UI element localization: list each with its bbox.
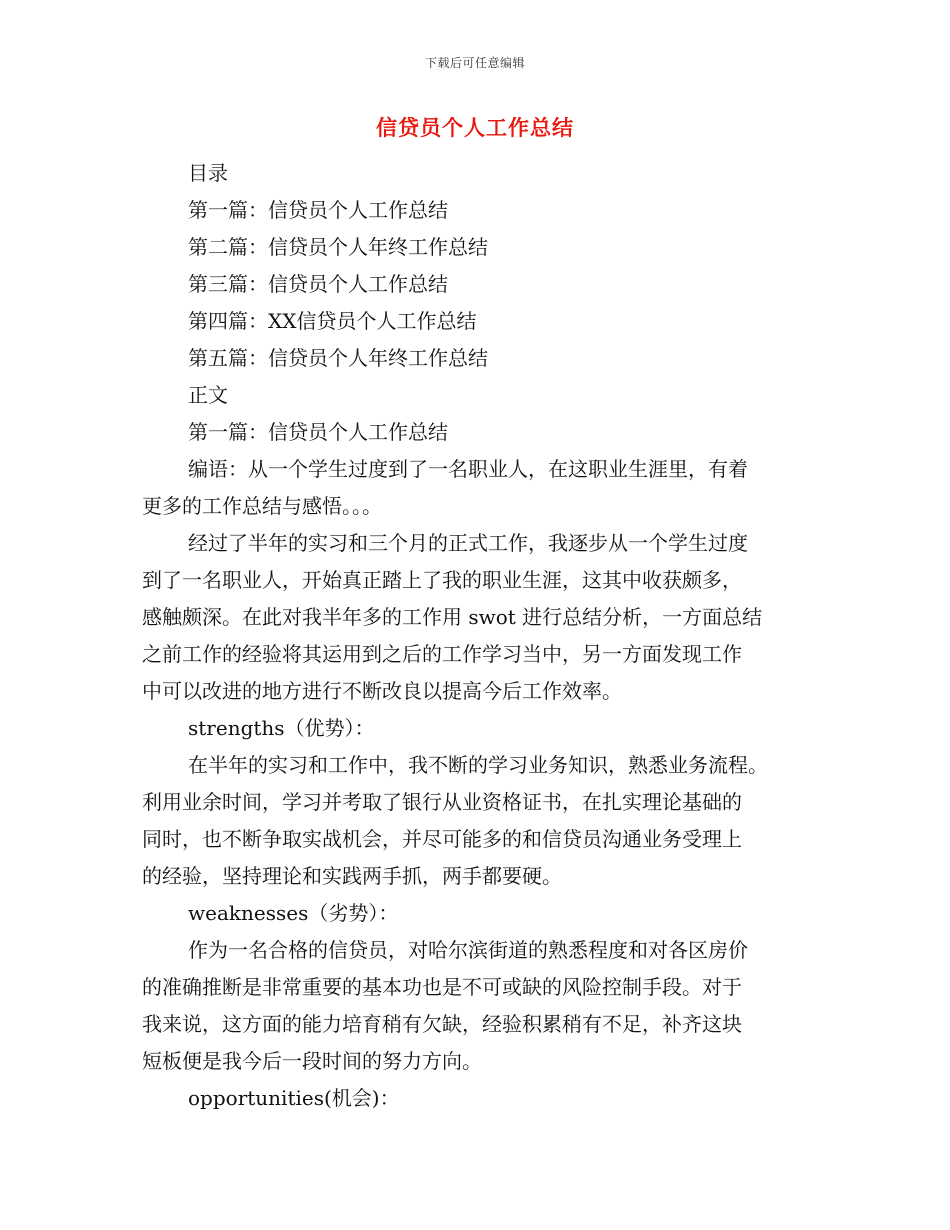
paragraph-line: 作为一名合格的信贷员，对哈尔滨街道的熟悉程度和对各区房价	[188, 938, 748, 962]
section-heading: strengths（优势）：	[188, 716, 375, 740]
paragraph-line: 的准确推断是非常重要的基本功也是不可或缺的风险控制手段。对于	[142, 975, 742, 999]
paragraph-line: 编语：从一个学生过度到了一名职业人，在这职业生涯里，有着	[188, 457, 748, 481]
toc-label: 目录	[188, 161, 228, 185]
section-heading: weaknesses（劣势）：	[188, 901, 399, 925]
paragraph	[142, 747, 802, 895]
toc-item: 第三篇：信贷员个人工作总结	[188, 272, 448, 296]
toc-item: 第五篇：信贷员个人年终工作总结	[188, 346, 488, 370]
paragraph-line: 更多的工作总结与感悟。。。	[142, 494, 382, 518]
paragraph-line: 之前工作的经验将其运用到之后的工作学习当中，另一方面发现工作	[142, 642, 742, 666]
page-header: 下载后可任意编辑	[424, 56, 525, 70]
paragraph-line: 利用业余时间，学习并考取了银行从业资格证书，在扎实理论基础的	[142, 790, 742, 814]
paragraph	[142, 451, 802, 525]
paragraph-line: 中可以改进的地方进行不断改良以提高今后工作效率。	[142, 679, 622, 703]
paragraph	[142, 525, 802, 710]
paragraph	[142, 932, 802, 1080]
body-label: 正文	[188, 383, 228, 407]
toc-item: 第一篇：信贷员个人工作总结	[188, 198, 448, 222]
section-heading: opportunities(机会)：	[188, 1086, 400, 1110]
paragraph-line: 在半年的实习和工作中，我不断的学习业务知识，熟悉业务流程。	[188, 753, 768, 777]
document-title: 信贷员个人工作总结	[376, 115, 574, 140]
paragraph-line: 感触颇深。在此对我半年多的工作用 swot 进行总结分析，一方面总结	[142, 605, 763, 629]
paragraph-line: 经过了半年的实习和三个月的正式工作，我逐步从一个学生过度	[188, 531, 748, 555]
paragraph-line: 我来说，这方面的能力培育稍有欠缺，经验积累稍有不足，补齐这块	[142, 1012, 742, 1036]
toc-item: 第二篇：信贷员个人年终工作总结	[188, 235, 488, 259]
paragraph-line: 短板便是我今后一段时间的努力方向。	[142, 1049, 482, 1073]
toc-item: 第四篇：XX信贷员个人工作总结	[188, 309, 477, 333]
paragraph-line: 的经验，坚持理论和实践两手抓，两手都要硬。	[142, 864, 562, 888]
paragraph-line: 同时，也不断争取实战机会，并尽可能多的和信贷员沟通业务受理上	[142, 827, 742, 851]
document-body	[142, 155, 802, 1117]
chapter-title: 第一篇：信贷员个人工作总结	[188, 420, 448, 444]
paragraph-line: 到了一名职业人，开始真正踏上了我的职业生涯，这其中收获颇多，	[142, 568, 742, 592]
